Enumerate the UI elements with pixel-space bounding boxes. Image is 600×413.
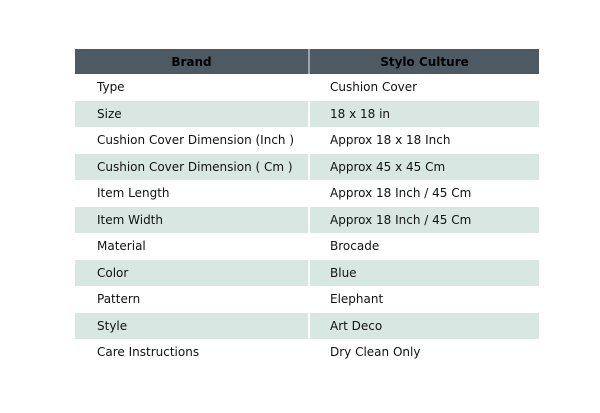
header-value-label: Stylo Culture (308, 49, 539, 74)
table-header-row (75, 49, 539, 74)
row-value: 18 x 18 in (308, 101, 539, 128)
table-row (75, 127, 539, 154)
table-body (75, 74, 539, 366)
table-row (75, 260, 539, 287)
row-value: Approx 18 x 18 Inch (308, 127, 539, 154)
row-label: Item Width (97, 212, 163, 227)
header-brand-label: Brand (171, 54, 212, 69)
row-label: Pattern (97, 292, 141, 307)
row-value: Cushion Cover (308, 74, 539, 101)
row-label: Cushion Cover Dimension (Inch ) (97, 133, 295, 148)
spec-table (75, 49, 539, 366)
row-value: Brocade (308, 233, 539, 260)
row-label: Cushion Cover Dimension ( Cm ) (97, 159, 293, 174)
row-value: Elephant (308, 286, 539, 313)
row-value: Dry Clean Only (308, 339, 539, 366)
row-label: Care Instructions (97, 345, 200, 360)
table-row (75, 74, 539, 101)
row-value: Art Deco (308, 313, 539, 340)
row-label: Style (97, 318, 128, 333)
table-row (75, 154, 539, 181)
table-row (75, 339, 539, 366)
row-value: Blue (308, 260, 539, 287)
row-label: Material (97, 239, 146, 254)
row-label: Size (97, 106, 122, 121)
row-value: Approx 18 Inch / 45 Cm (308, 180, 539, 207)
row-value: Approx 45 x 45 Cm (308, 154, 539, 181)
table-row (75, 101, 539, 128)
table-row (75, 313, 539, 340)
table-row (75, 180, 539, 207)
table-row (75, 207, 539, 234)
row-label: Item Length (97, 186, 170, 201)
row-value: Approx 18 Inch / 45 Cm (308, 207, 539, 234)
table-row (75, 233, 539, 260)
row-label: Type (97, 80, 125, 95)
row-label: Color (97, 265, 129, 280)
table-row (75, 286, 539, 313)
